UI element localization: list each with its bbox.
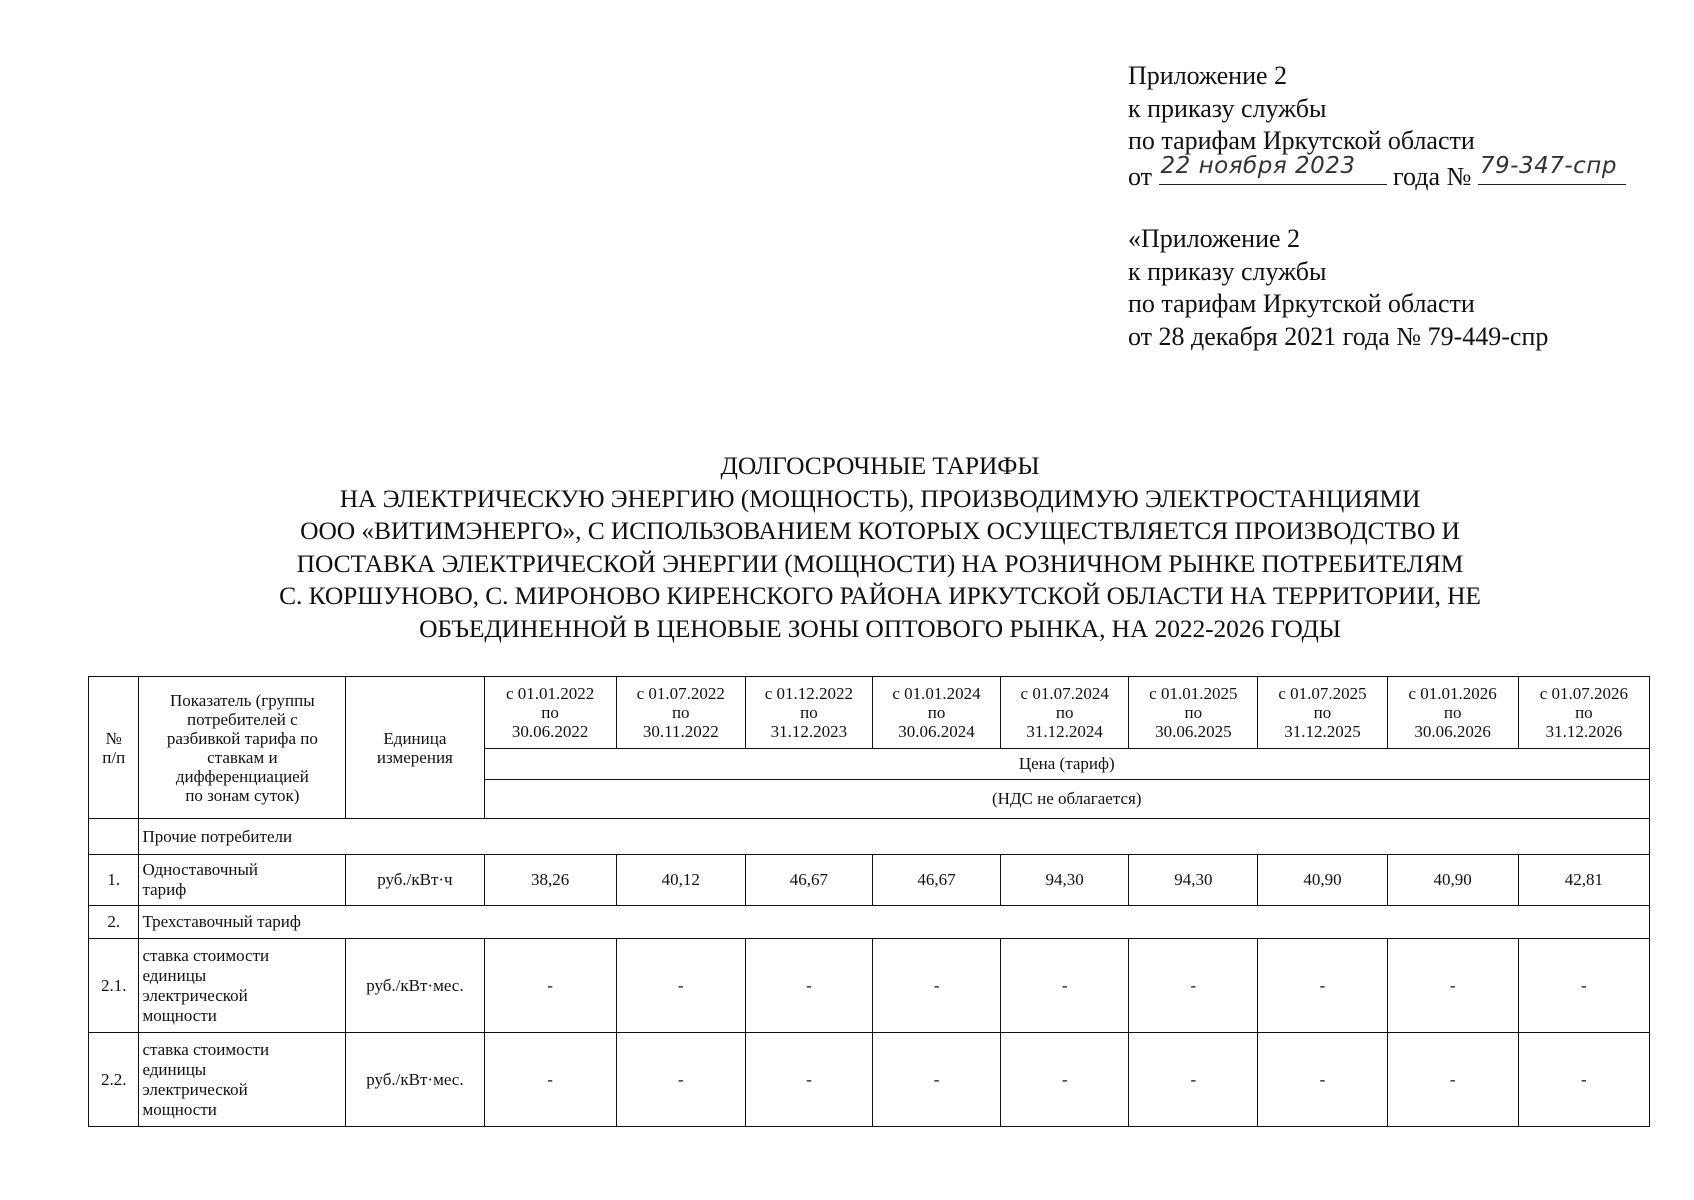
row-name (139, 1033, 346, 1127)
tariff-value: - (1001, 939, 1129, 1033)
title-line: ПОСТАВКА ЭЛЕКТРИЧЕСКОЙ ЭНЕРГИИ (МОЩНОСТИ) НА РОЗНИЧНОМ РЫНКЕ ПОТРЕБИТЕЛЯМ (296, 548, 1464, 578)
table-row (89, 1033, 1650, 1127)
period-header (1258, 677, 1387, 749)
period-from: с 01.01.2026 (1408, 684, 1497, 703)
period-to: 30.11.2022 (642, 722, 719, 741)
document-title (150, 450, 1610, 645)
date-fill-line (1159, 153, 1387, 185)
tariff-table (88, 676, 1650, 1127)
tariff-value: 38,26 (484, 855, 616, 906)
row-unit: руб./кВт·мес. (346, 1033, 484, 1127)
year-number-label: года № (1393, 161, 1472, 191)
tariff-value: - (1258, 1033, 1387, 1127)
period-from: с 01.07.2026 (1539, 684, 1629, 703)
price-label: Цена (тариф) (484, 749, 1649, 780)
period-header (484, 677, 616, 749)
tariff-value: 40,12 (616, 855, 745, 906)
row-name-text: мощности (142, 1099, 217, 1119)
period-po: по (927, 703, 946, 722)
period-to: 31.12.2025 (1284, 722, 1361, 741)
tariff-value: - (872, 939, 1000, 1033)
row-number: 2.2. (89, 1033, 139, 1127)
row-number: 1. (89, 855, 139, 906)
tariff-value: - (616, 1033, 745, 1127)
vat-label: (НДС не облагается) (484, 780, 1649, 819)
row-name-text: электрической (142, 985, 248, 1005)
row-name-text: единицы (142, 965, 207, 985)
tariff-value: - (1387, 939, 1518, 1033)
header-text: Единица (383, 728, 447, 748)
period-to: 31.12.2026 (1545, 722, 1623, 741)
header-text: измерения (376, 747, 453, 767)
period-from: с 01.01.2022 (505, 684, 595, 703)
row-name-text: ставка стоимости (142, 1039, 270, 1059)
tariff-value: - (1518, 939, 1649, 1033)
period-from: с 01.07.2022 (636, 684, 725, 703)
period-po: по (1575, 703, 1593, 722)
period-header (616, 677, 745, 749)
period-header (1129, 677, 1258, 749)
tariff-value: - (745, 1033, 872, 1127)
tariff-value: - (1001, 1033, 1129, 1127)
title-line: ОБЪЕДИНЕННОЙ В ЦЕНОВЫЕ ЗОНЫ ОПТОВОГО РЫНКА, НА 2022-2026 ГОДЫ (419, 613, 1341, 643)
row-unit: руб./кВт·ч (346, 855, 484, 906)
tariff-value: - (1258, 939, 1387, 1033)
period-po: по (541, 703, 559, 722)
row-name-text: тариф (142, 880, 187, 899)
appendix-line: к приказу службы (1128, 256, 1327, 286)
tariff-value: - (616, 939, 745, 1033)
tariff-value: - (1387, 1033, 1518, 1127)
row-number: 2. (89, 906, 139, 939)
tariff-value: 40,90 (1387, 855, 1518, 906)
handwritten-number: 79-347-спр (1479, 153, 1617, 179)
section-label: Прочие потребители (139, 819, 1650, 855)
period-to: 30.06.2026 (1414, 722, 1491, 741)
header-text: дифференциацией (175, 766, 309, 786)
header-unit (346, 677, 484, 819)
tariff-value: - (745, 939, 872, 1033)
appendix-date-line (1128, 153, 1626, 194)
row-name (139, 939, 346, 1033)
header-indicator (139, 677, 346, 819)
row-name-text: ставка стоимости (142, 945, 270, 965)
period-header (1001, 677, 1129, 749)
appendix-line: по тарифам Иркутской области (1128, 126, 1475, 155)
row-name-text: мощности (142, 1005, 217, 1025)
header-text: п/п (102, 747, 126, 767)
row-name-text: единицы (142, 1059, 207, 1079)
title-line: ООО «ВИТИМЭНЕРГО», С ИСПОЛЬЗОВАНИЕМ КОТОРЫХ ОСУЩЕСТВЛЯЕТСЯ ПРОИЗВОДСТВО И (300, 516, 1460, 545)
period-from: с 01.07.2024 (1020, 684, 1109, 703)
appendix-line: от 28 декабря 2021 года № 79-449-спр (1128, 321, 1549, 351)
header-number (89, 677, 139, 819)
handwritten-date: 22 ноября 2023 (1160, 153, 1356, 179)
table-row (89, 855, 1650, 906)
table-row (89, 939, 1650, 1033)
number-fill-line (1478, 153, 1626, 185)
period-po: по (1443, 703, 1462, 722)
table-row-section (89, 819, 1650, 855)
header-text: разбивкой тарифа по (166, 728, 318, 748)
row-name-text: электрической (142, 1079, 248, 1099)
tariff-value: - (1129, 939, 1258, 1033)
period-po: по (1313, 703, 1332, 722)
period-po: по (1184, 703, 1203, 722)
period-to: 31.12.2023 (770, 722, 848, 741)
tariff-value: 46,67 (745, 855, 872, 906)
tariff-value: - (872, 1033, 1000, 1127)
period-to: 31.12.2024 (1026, 722, 1103, 741)
period-to: 30.06.2024 (898, 722, 975, 741)
appendix-header-old (1128, 223, 1548, 353)
row-name-text: Одноставочный (142, 860, 259, 879)
header-text: № (105, 728, 122, 748)
period-header (745, 677, 872, 749)
period-from: с 01.01.2024 (892, 684, 981, 703)
row-name: Трехставочный тариф (139, 906, 1650, 939)
period-from: с 01.01.2025 (1149, 684, 1238, 703)
period-po: по (1055, 703, 1074, 722)
period-from: с 01.12.2022 (764, 684, 854, 703)
tariff-value: - (1518, 1033, 1649, 1127)
row-name (139, 855, 346, 906)
row-unit: руб./кВт·мес. (346, 939, 484, 1033)
appendix-line: Приложение 2 (1128, 61, 1288, 90)
header-text: по зонам суток) (185, 785, 300, 805)
empty-cell (89, 819, 139, 855)
period-header (1518, 677, 1649, 749)
tariff-value: 40,90 (1258, 855, 1387, 906)
period-to: 30.06.2022 (511, 722, 589, 741)
title-line: С. КОРШУНОВО, С. МИРОНОВО КИРЕНСКОГО РАЙОНА ИРКУТСКОЙ ОБЛАСТИ НА ТЕРРИТОРИИ, НЕ (279, 581, 1481, 610)
period-po: по (800, 703, 818, 722)
appendix-header-new (1128, 60, 1626, 193)
period-header (872, 677, 1000, 749)
header-text: Показатель (группы (170, 690, 315, 710)
date-prefix: от (1128, 161, 1153, 191)
title-line: НА ЭЛЕКТРИЧЕСКУЮ ЭНЕРГИЮ (МОЩНОСТЬ), ПРОИЗВОДИМУЮ ЭЛЕКТРОСТАНЦИЯМИ (339, 483, 1421, 513)
tariff-value: 94,30 (1001, 855, 1129, 906)
appendix-line: по тарифам Иркутской области (1128, 289, 1475, 318)
table-row (89, 906, 1650, 939)
period-po: по (671, 703, 690, 722)
tariff-value: 46,67 (872, 855, 1000, 906)
row-number: 2.1. (89, 939, 139, 1033)
header-text: потребителей с (187, 709, 298, 729)
period-header (1387, 677, 1518, 749)
tariff-value: - (1129, 1033, 1258, 1127)
table-header-row (89, 677, 1650, 749)
period-from: с 01.07.2025 (1278, 684, 1367, 703)
tariff-value: - (484, 939, 616, 1033)
appendix-line: «Приложение 2 (1128, 224, 1301, 253)
period-to: 30.06.2025 (1155, 722, 1232, 741)
tariff-value: 42,81 (1518, 855, 1649, 906)
appendix-line: к приказу службы (1128, 93, 1327, 123)
title-line: ДОЛГОСРОЧНЫЕ ТАРИФЫ (720, 451, 1040, 480)
header-text: ставкам и (207, 747, 278, 767)
tariff-value: 94,30 (1129, 855, 1258, 906)
tariff-value: - (484, 1033, 616, 1127)
